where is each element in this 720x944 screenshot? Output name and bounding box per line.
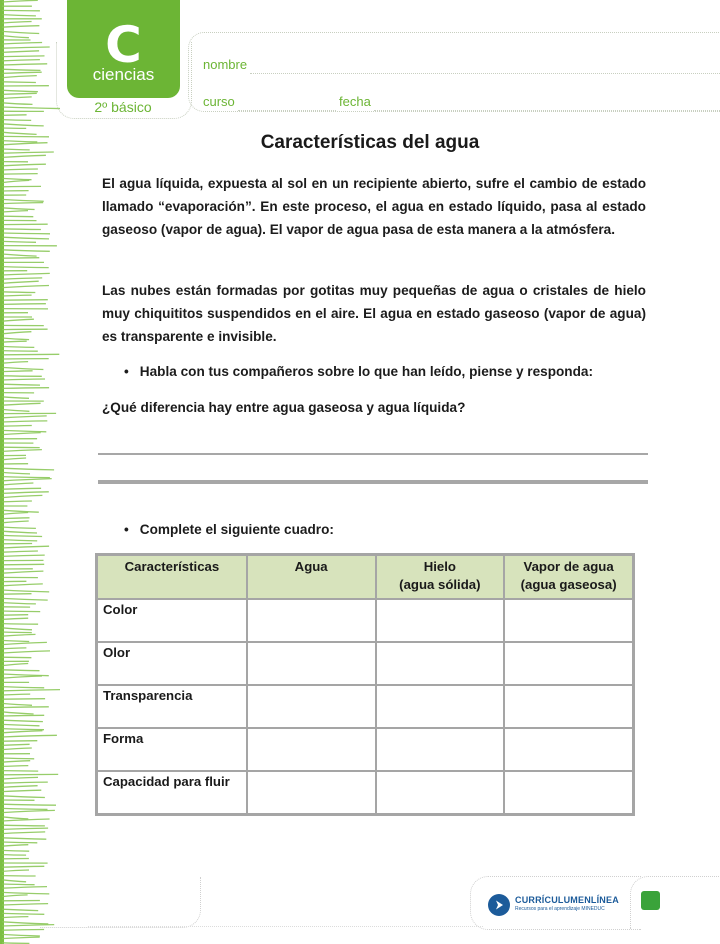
paragraph-evaporation: El agua líquida, expuesta al sol en un recipiente abierto, sufre el cambio de estado llamado “evaporación”. En este proceso, el agua en estado líquido, pasa al estado gaseoso (vapor de agua). El vapor de agua pasa de esta manera a la atmósfera. (102, 176, 646, 237)
answer-cell[interactable] (376, 685, 505, 728)
answer-cell[interactable] (247, 599, 376, 642)
instruction-discuss (124, 364, 593, 379)
play-arrow-icon (488, 894, 510, 916)
answer-line-2[interactable] (98, 480, 648, 484)
date-label: fecha (339, 94, 371, 109)
answer-cell[interactable] (247, 642, 376, 685)
student-info-box (188, 32, 720, 112)
answer-cell[interactable] (247, 685, 376, 728)
row-label: Forma (97, 728, 247, 771)
course-label: curso (203, 94, 235, 109)
paragraph-clouds: Las nubes están formadas por gotitas muy pequeñas de agua o cristales de hielo muy chiquititos suspendidos en el aire. El agua en estado gaseoso (vapor de agua) es transparente e invisible. (102, 283, 646, 344)
answer-cell[interactable] (504, 642, 633, 685)
logo-sub-text: Recursos para el aprendizaje MINEDUC (515, 906, 605, 912)
row-label: Color (97, 599, 247, 642)
answer-cell[interactable] (376, 728, 505, 771)
grade-label: 2º básico (94, 99, 152, 115)
table-row (97, 771, 633, 814)
header-ice: Hielo (agua sólida) (376, 555, 505, 599)
logo-main-text: CURRÍCULUMENLÍNEA (515, 895, 619, 905)
characteristics-table (95, 553, 635, 816)
row-label: Capacidad para fluir (97, 771, 247, 814)
answer-cell[interactable] (504, 599, 633, 642)
date-field[interactable] (374, 110, 720, 111)
curriculum-logo[interactable] (488, 894, 619, 916)
table-row (97, 642, 633, 685)
answer-cell[interactable] (376, 642, 505, 685)
answer-cell[interactable] (247, 728, 376, 771)
header-vapor: Vapor de agua (agua gaseosa) (504, 555, 633, 599)
header-characteristics: Características (97, 555, 247, 599)
instruction-complete (124, 522, 334, 537)
row-label: Olor (97, 642, 247, 685)
name-label: nombre (203, 57, 248, 72)
instruction-discuss-text: Habla con tus compañeros sobre lo que han leído, piense y responda: (139, 364, 594, 379)
table-header-row (97, 555, 633, 599)
row-label: Transparencia (97, 685, 247, 728)
answer-cell[interactable] (247, 771, 376, 814)
table-row (97, 685, 633, 728)
answer-cell[interactable] (504, 728, 633, 771)
subject-badge (67, 0, 180, 98)
table-row (97, 599, 633, 642)
page-title: Características del agua (260, 132, 480, 153)
answer-line-1[interactable] (98, 453, 648, 455)
header-water: Agua (247, 555, 376, 599)
green-square-icon (641, 891, 660, 910)
bullet-icon: • (124, 364, 129, 379)
bullet-icon: • (124, 522, 129, 537)
answer-cell[interactable] (376, 771, 505, 814)
name-field[interactable] (250, 73, 720, 74)
subject-label: ciencias (92, 65, 155, 84)
answer-cell[interactable] (504, 771, 633, 814)
subject-letter: C (105, 16, 142, 74)
table-row (97, 728, 633, 771)
answer-cell[interactable] (376, 599, 505, 642)
course-field[interactable] (238, 110, 336, 111)
instruction-complete-text: Complete el siguiente cuadro: (139, 522, 334, 537)
question-text: ¿Qué diferencia hay entre agua gaseosa y agua líquida? (102, 400, 466, 415)
footer-frame-line (88, 900, 483, 927)
answer-cell[interactable] (504, 685, 633, 728)
